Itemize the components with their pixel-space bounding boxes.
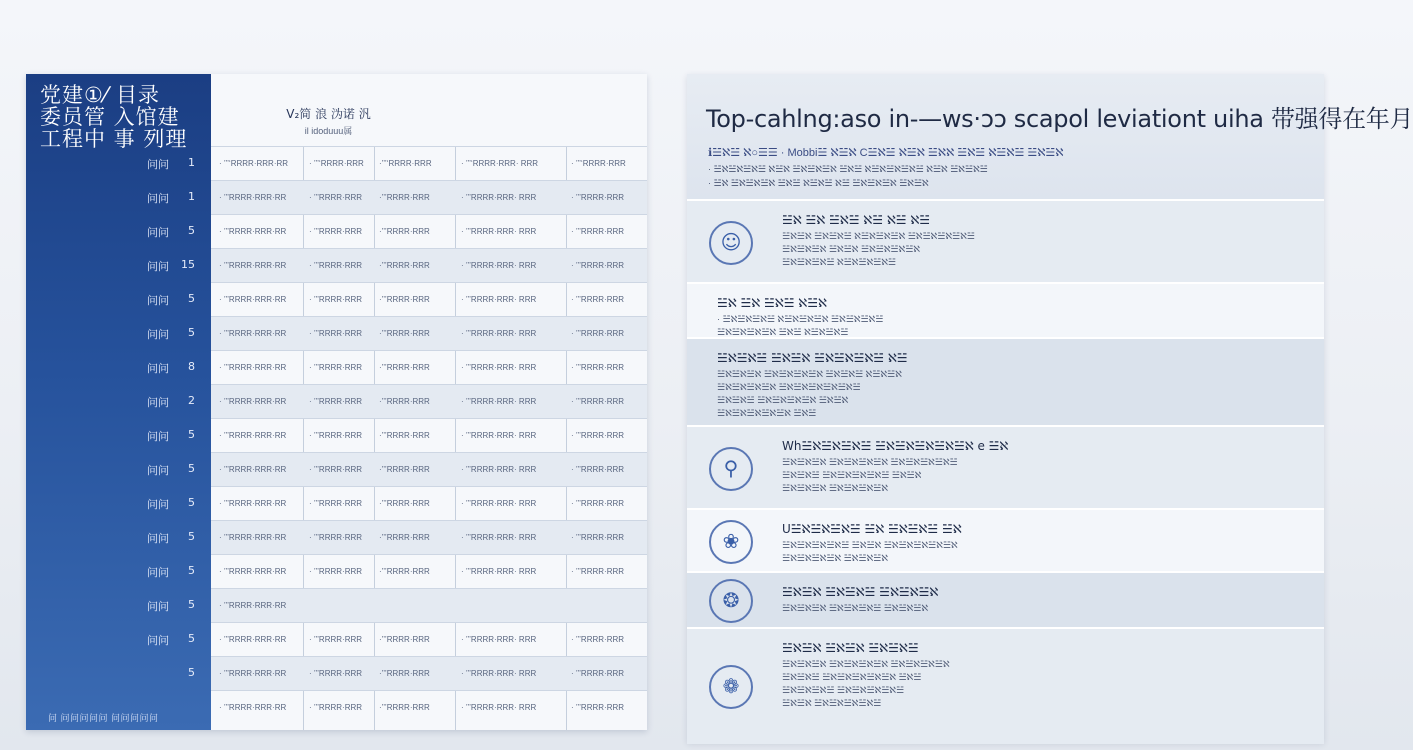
info-card [687,199,1324,284]
row-label [26,458,211,480]
table-cell: · ’’’RRRR·RRR [571,533,625,542]
row-label [26,424,211,446]
table-cell: · ’’’RRRR·RRR [571,329,625,338]
card-text-line: ☱ℵ☱ℵ☱ℵ ☱ℵ☱ℵ☱ℵ☱ℵ ☱ℵ☱ℵ☱ ℵ☱ℵ☱ℵ [717,369,902,379]
row-label-number: 1 [188,156,195,169]
card-text-line: ☱ℵ☱ℵ☱ℵ☱ ☱ℵ☱ℵ☱ℵ☱ℵ☱ [782,685,905,695]
table-area [211,74,647,730]
row-label-text: 问问 [147,226,169,239]
card-text-line: ☱ℵ☱ℵ☱ℵ☱ℵ ☱ℵ☱ℵ☱ℵ [782,553,888,563]
table-cell: ·’’’RRRR·RRR [379,363,430,372]
header-line: · ☱ℵ☱ℵ☱ℵ☱ ℵ☱ℵ ☱ℵ☱ℵ☱ℵ ☱ℵ☱ ℵ☱ℵ☱ℵ☱ℵ☱ ℵ☱ℵ ☱ℵ☱ℵ☱ [708,164,988,174]
card-illustration-icon: ❁ [709,665,753,709]
table-cell: · ’’’‘RRRR·RRR· RRR [461,159,539,168]
row-label-number: 5 [188,666,195,679]
table-cell: · ’’’RRRR·RRR [571,465,625,474]
card-text-line: ☱ℵ☱ℵ ☱ℵ☱ℵ☱ℵ☱ℵ☱ [782,698,882,708]
card-text-line: ☱ℵ☱ℵ☱ℵ☱ℵ ☱ℵ☱ℵ☱ℵ☱ℵ☱ℵ☱ [717,382,861,392]
card-text-line: ☱ℵ☱ℵ☱ℵ ☱ℵ☱ℵ ☱ℵ☱ℵ☱ℵ☱ℵ [782,244,920,254]
card-title: ☱ℵ☱ℵ ☱ℵ☱ℵ ☱ℵ☱ℵ☱ [782,641,919,655]
table-row [211,690,647,725]
table-cell: · ’’’RRRR·RRR·RR [219,567,287,576]
table-cell: · ’’’RRRR·RRR [571,193,625,202]
table-cell: ·’’’RRRR·RRR [379,329,430,338]
row-label [26,390,211,412]
table-row [211,282,647,317]
table-cell: · ’’’RRRR·RRR·RR [219,533,287,542]
table-cell: · ’’’RRRR·RRR [309,295,363,304]
table-cell: · ’’’RRRR·RRR [309,431,363,440]
table-cell: · ’’’RRRR·RRR· RRR [461,227,537,236]
card-text-line: ☱ℵ☱ℵ☱ℵ☱ℵ☱ ☱ℵ☱ℵ ☱ℵ☱ℵ☱ℵ☱ℵ☱ℵ [782,540,958,550]
table-row [211,520,647,555]
table-cell: · ’’’‘RRRR·RRR [309,159,364,168]
row-label-number: 5 [188,632,195,645]
card-text-line: ☱ℵ☱ℵ☱ℵ☱ℵ☱ℵ ☱ℵ☱ [717,408,817,418]
row-label-text: 问问 [147,634,169,647]
table-cell: · ’’’RRRR·RRR [571,295,625,304]
table-row [211,248,647,283]
row-label-text: 问问 [147,362,169,375]
card-illustration-icon: ❀ [709,520,753,564]
left-table-panel [26,74,647,730]
table-cell: ·’’’RRRR·RRR [379,397,430,406]
row-label [26,628,211,650]
card-title: ☱ℵ☱ℵ ☱ℵ☱ℵ☱ ☱ℵ☱ℵ☱ℵ [782,585,939,599]
table-cell: ·’’’RRRR·RRR [379,567,430,576]
info-card [687,282,1324,339]
row-label-text: 问问 [147,294,169,307]
table-cell: · ’’’RRRR·RRR·RR [219,499,287,508]
right-subtitle: ℹ☱ℵ☱ ℵ○☰☰ · Mobbi☱ ℵ☱ℵ C☱ℵ☱ ℵ☱ℵ ☱ℵℵ ☱ℵ☱ ℵ☱ℵ☱ ☱ℵ☱ℵ [708,147,1064,159]
table-cell: · ’’’‘RRRR·RRR·RR [219,159,289,168]
row-label [26,254,211,276]
card-text-line: · ☱ℵ☱ℵ☱ℵ☱ ℵ☱ℵ☱ℵ☱ℵ ☱ℵ☱ℵ☱ℵ☱ [717,314,884,324]
table-row [211,656,647,691]
table-cell: · ’’’RRRR·RRR [309,533,363,542]
card-text-line: ☱ℵ☱ℵ☱ ☱ℵ☱ℵ☱ℵ☱ℵ☱ℵ ☱ℵ☱ [782,672,922,682]
row-label-text: 问问 [147,328,169,341]
table-cell: · ’’’RRRR·RRR· RRR [461,635,537,644]
table-row [211,180,647,215]
info-card [687,508,1324,573]
table-cell: · ’’’RRRR·RRR·RR [219,601,287,610]
row-label-number: 1 [188,190,195,203]
row-label-number: 8 [188,360,195,373]
table-cell: · ’’’RRRR·RRR·RR [219,635,287,644]
table-cell: · ’’’RRRR·RRR [571,397,625,406]
card-text-line: ☱ℵ☱ℵ☱ℵ ☱ℵ☱ℵ☱ℵ☱ℵ ☱ℵ☱ℵ☱ℵ☱ℵ☱ [782,457,958,467]
info-card [687,571,1324,629]
row-label [26,220,211,242]
row-label-text: 问问 [147,260,169,273]
card-title: ☱ℵ ☱ℵ ☱ℵ☱ ℵ☱ ℵ☱ ℵ☱ [782,213,931,227]
card-text-line: ☱ℵ☱ℵ☱ℵ ☱ℵ☱ℵ☱ℵ☱ ☱ℵ☱ℵ☱ℵ [782,603,929,613]
table-cell: · ’’’RRRR·RRR [571,499,625,508]
table-row [211,384,647,419]
table-cell: · ’’’RRRR·RRR· RRR [461,193,537,202]
table-cell: · ’’’RRRR·RRR· RRR [461,533,537,542]
table-cell: · ’’’RRRR·RRR·RR [219,329,287,338]
table-cell: · ’’’RRRR·RRR [309,635,363,644]
table-row [211,486,647,521]
card-illustration-icon: ☺ [709,221,753,265]
table-cell: ·’’’‘RRRR·RRR [379,159,432,168]
row-label-text: 问问 [147,396,169,409]
table-row [211,452,647,487]
table-cell: · ’’’RRRR·RRR· RRR [461,329,537,338]
info-card [687,337,1324,427]
right-header [687,74,1413,199]
table-cell: · ’’’RRRR·RRR·RR [219,295,287,304]
table-cell: · ’’’RRRR·RRR [571,703,625,712]
info-card [687,627,1324,744]
table-row [211,622,647,657]
card-illustration-icon: ❂ [709,579,753,623]
table-cell: ·’’’RRRR·RRR [379,431,430,440]
card-title: ☱ℵ ☱ℵ ☱ℵ☱ ℵ☱ℵ [717,296,827,310]
table-row [211,350,647,385]
row-label [26,356,211,378]
table-cell: · ’’’RRRR·RRR [309,669,363,678]
table-header-subtitle: il idoduuu属 [304,126,353,136]
table-cell: · ’’’RRRR·RRR· RRR [461,431,537,440]
sidebar-footer: 问 问问问问问 问问问问问 [48,713,159,723]
row-label [26,560,211,582]
row-label-text: 问问 [147,430,169,443]
row-label [26,288,211,310]
info-card [687,425,1324,510]
card-text-line: ☱ℵ☱ℵ☱ ☱ℵ☱ℵ☱ℵ☱ℵ☱ ☱ℵ☱ℵ [782,470,922,480]
card-text-line: ☱ℵ☱ℵ☱ℵ☱ℵ ☱ℵ☱ ℵ☱ℵ☱ℵ☱ [717,327,849,337]
table-cell: · ’’’RRRR·RRR· RRR [461,397,537,406]
table-cell: ·’’’RRRR·RRR [379,499,430,508]
row-label-number: 2 [188,394,195,407]
sidebar-title: 党建①⁄ 目录 委员管 入馆建 工程中 事 列理 [40,83,188,151]
table-cell: ·’’’RRRR·RRR [379,635,430,644]
card-text-line: ☱ℵ☱ℵ☱ℵ ☱ℵ☱ℵ☱ℵ☱ℵ [782,483,888,493]
table-cell: · ’’’RRRR·RRR [571,261,625,270]
row-label-number: 5 [188,224,195,237]
row-label-text: 问问 [147,532,169,545]
table-cell: · ’’’RRRR·RRR·RR [219,363,287,372]
row-label-text: 问问 [147,158,169,171]
row-label [26,322,211,344]
table-cell: ·’’’RRRR·RRR [379,295,430,304]
row-label-text: 问问 [147,498,169,511]
card-title: Wh☱ℵ☱ℵ☱ℵ☱ ☱ℵ☱ℵ☱ℵ☱ℵ☱ℵ e ☱ℵ [782,439,1009,453]
row-label-number: 5 [188,292,195,305]
card-title: ☱ℵ☱ℵ☱ ☱ℵ☱ℵ ☱ℵ☱ℵ☱ℵ☱ ℵ☱ [717,351,908,365]
table-cell: · ’’’RRRR·RRR [309,227,363,236]
table-cell: · ’’’‘RRRR·RRR [571,159,626,168]
table-cell: · ’’’RRRR·RRR [571,363,625,372]
header-line: · ☱ℵ ☱ℵ☱ℵ☱ℵ ☱ℵ☱ ℵ☱ℵ☱ ℵ☱ ☱ℵ☱ℵ☱ℵ ☱ℵ☱ℵ [708,178,929,188]
table-cell: · ’’’RRRR·RRR [571,669,625,678]
table-cell: · ’’’RRRR·RRR· RRR [461,567,537,576]
row-label [26,594,211,616]
table-cell: · ’’’RRRR·RRR [571,431,625,440]
row-label-number: 5 [188,428,195,441]
table-cell: · ’’’RRRR·RRR· RRR [461,465,537,474]
row-label-number: 5 [188,598,195,611]
table-cell: ·’’’RRRR·RRR [379,193,430,202]
table-cell: · ’’’RRRR·RRR [309,193,363,202]
table-cell: · ’’’RRRR·RRR· RRR [461,499,537,508]
card-title: U☱ℵ☱ℵ☱ℵ☱ ☱ℵ ☱ℵ☱ℵ☱ ☱ℵ [782,522,962,536]
table-header-title: V₂简 浪 沩诺 汎 [286,107,371,121]
card-text-line: ☱ℵ☱ℵ☱ℵ☱ ℵ☱ℵ☱ℵ☱ℵ☱ [782,257,896,267]
table-cell: · ’’’RRRR·RRR [309,499,363,508]
table-cell: · ’’’RRRR·RRR [309,329,363,338]
row-label [26,186,211,208]
table-row [211,316,647,351]
table-row [211,554,647,589]
table-row [211,588,647,623]
table-cell: · ’’’RRRR·RRR [309,703,363,712]
table-cell: · ’’’RRRR·RRR·RR [219,465,287,474]
card-text-line: ☱ℵ☱ℵ ☱ℵ☱ℵ☱ ℵ☱ℵ☱ℵ☱ℵ ☱ℵ☱ℵ☱ℵ☱ℵ☱ [782,231,975,241]
row-label [26,152,211,174]
left-sidebar [26,74,211,730]
table-cell: ·’’’RRRR·RRR [379,669,430,678]
row-label-text: 问问 [147,566,169,579]
table-cell: · ’’’RRRR·RRR·RR [219,703,287,712]
table-row [211,214,647,249]
row-label-text: 问问 [147,600,169,613]
row-label [26,662,211,684]
table-cell: · ’’’RRRR·RRR [309,397,363,406]
row-label [26,492,211,514]
table-cell: · ’’’RRRR·RRR· RRR [461,703,537,712]
table-cell: ·’’’RRRR·RRR [379,703,430,712]
table-cell: · ’’’RRRR·RRR [571,567,625,576]
table-cell: · ’’’RRRR·RRR·RR [219,193,287,202]
table-cell: · ’’’RRRR·RRR [309,261,363,270]
row-label [26,526,211,548]
table-cell: · ’’’RRRR·RRR· RRR [461,363,537,372]
table-cell: ·’’’RRRR·RRR [379,227,430,236]
table-cell: · ’’’RRRR·RRR·RR [219,227,287,236]
table-cell: · ’’’RRRR·RRR [571,635,625,644]
row-label-number: 15 [181,258,195,271]
row-label-text: 问问 [147,464,169,477]
row-label-number: 5 [188,564,195,577]
table-cell: ·’’’RRRR·RRR [379,533,430,542]
card-text-line: ☱ℵ☱ℵ☱ℵ ☱ℵ☱ℵ☱ℵ☱ℵ ☱ℵ☱ℵ☱ℵ☱ℵ [782,659,950,669]
table-cell: · ’’’RRRR·RRR·RR [219,431,287,440]
right-card-panel [687,74,1413,742]
row-label-number: 5 [188,496,195,509]
table-cell: ·’’’RRRR·RRR [379,261,430,270]
table-cell: · ’’’RRRR·RRR·RR [219,261,287,270]
table-cell: · ’’’RRRR·RRR [309,465,363,474]
table-cell: · ’’’RRRR·RRR·RR [219,397,287,406]
right-title: Top-cahlng:aso in-—ws·ɔɔ scapol leviationt uiha 带强得在年月 [706,105,1413,133]
row-label-number: 5 [188,326,195,339]
table-cell: · ’’’RRRR·RRR·RR [219,669,287,678]
table-cell: · ’’’RRRR·RRR [571,227,625,236]
table-cell: · ’’’RRRR·RRR· RRR [461,669,537,678]
card-text-line: ☱ℵ☱ℵ☱ ☱ℵ☱ℵ☱ℵ☱ℵ ☱ℵ☱ℵ [717,395,849,405]
row-label-text: 问问 [147,192,169,205]
table-cell: · ’’’RRRR·RRR· RRR [461,261,537,270]
table-row [211,146,647,181]
card-illustration-icon: ⚲ [709,447,753,491]
table-cell: ·’’’RRRR·RRR [379,465,430,474]
row-label-number: 5 [188,462,195,475]
table-cell: · ’’’RRRR·RRR [309,363,363,372]
table-row [211,418,647,453]
table-cell: · ’’’RRRR·RRR· RRR [461,295,537,304]
row-label-number: 5 [188,530,195,543]
table-cell: · ’’’RRRR·RRR [309,567,363,576]
